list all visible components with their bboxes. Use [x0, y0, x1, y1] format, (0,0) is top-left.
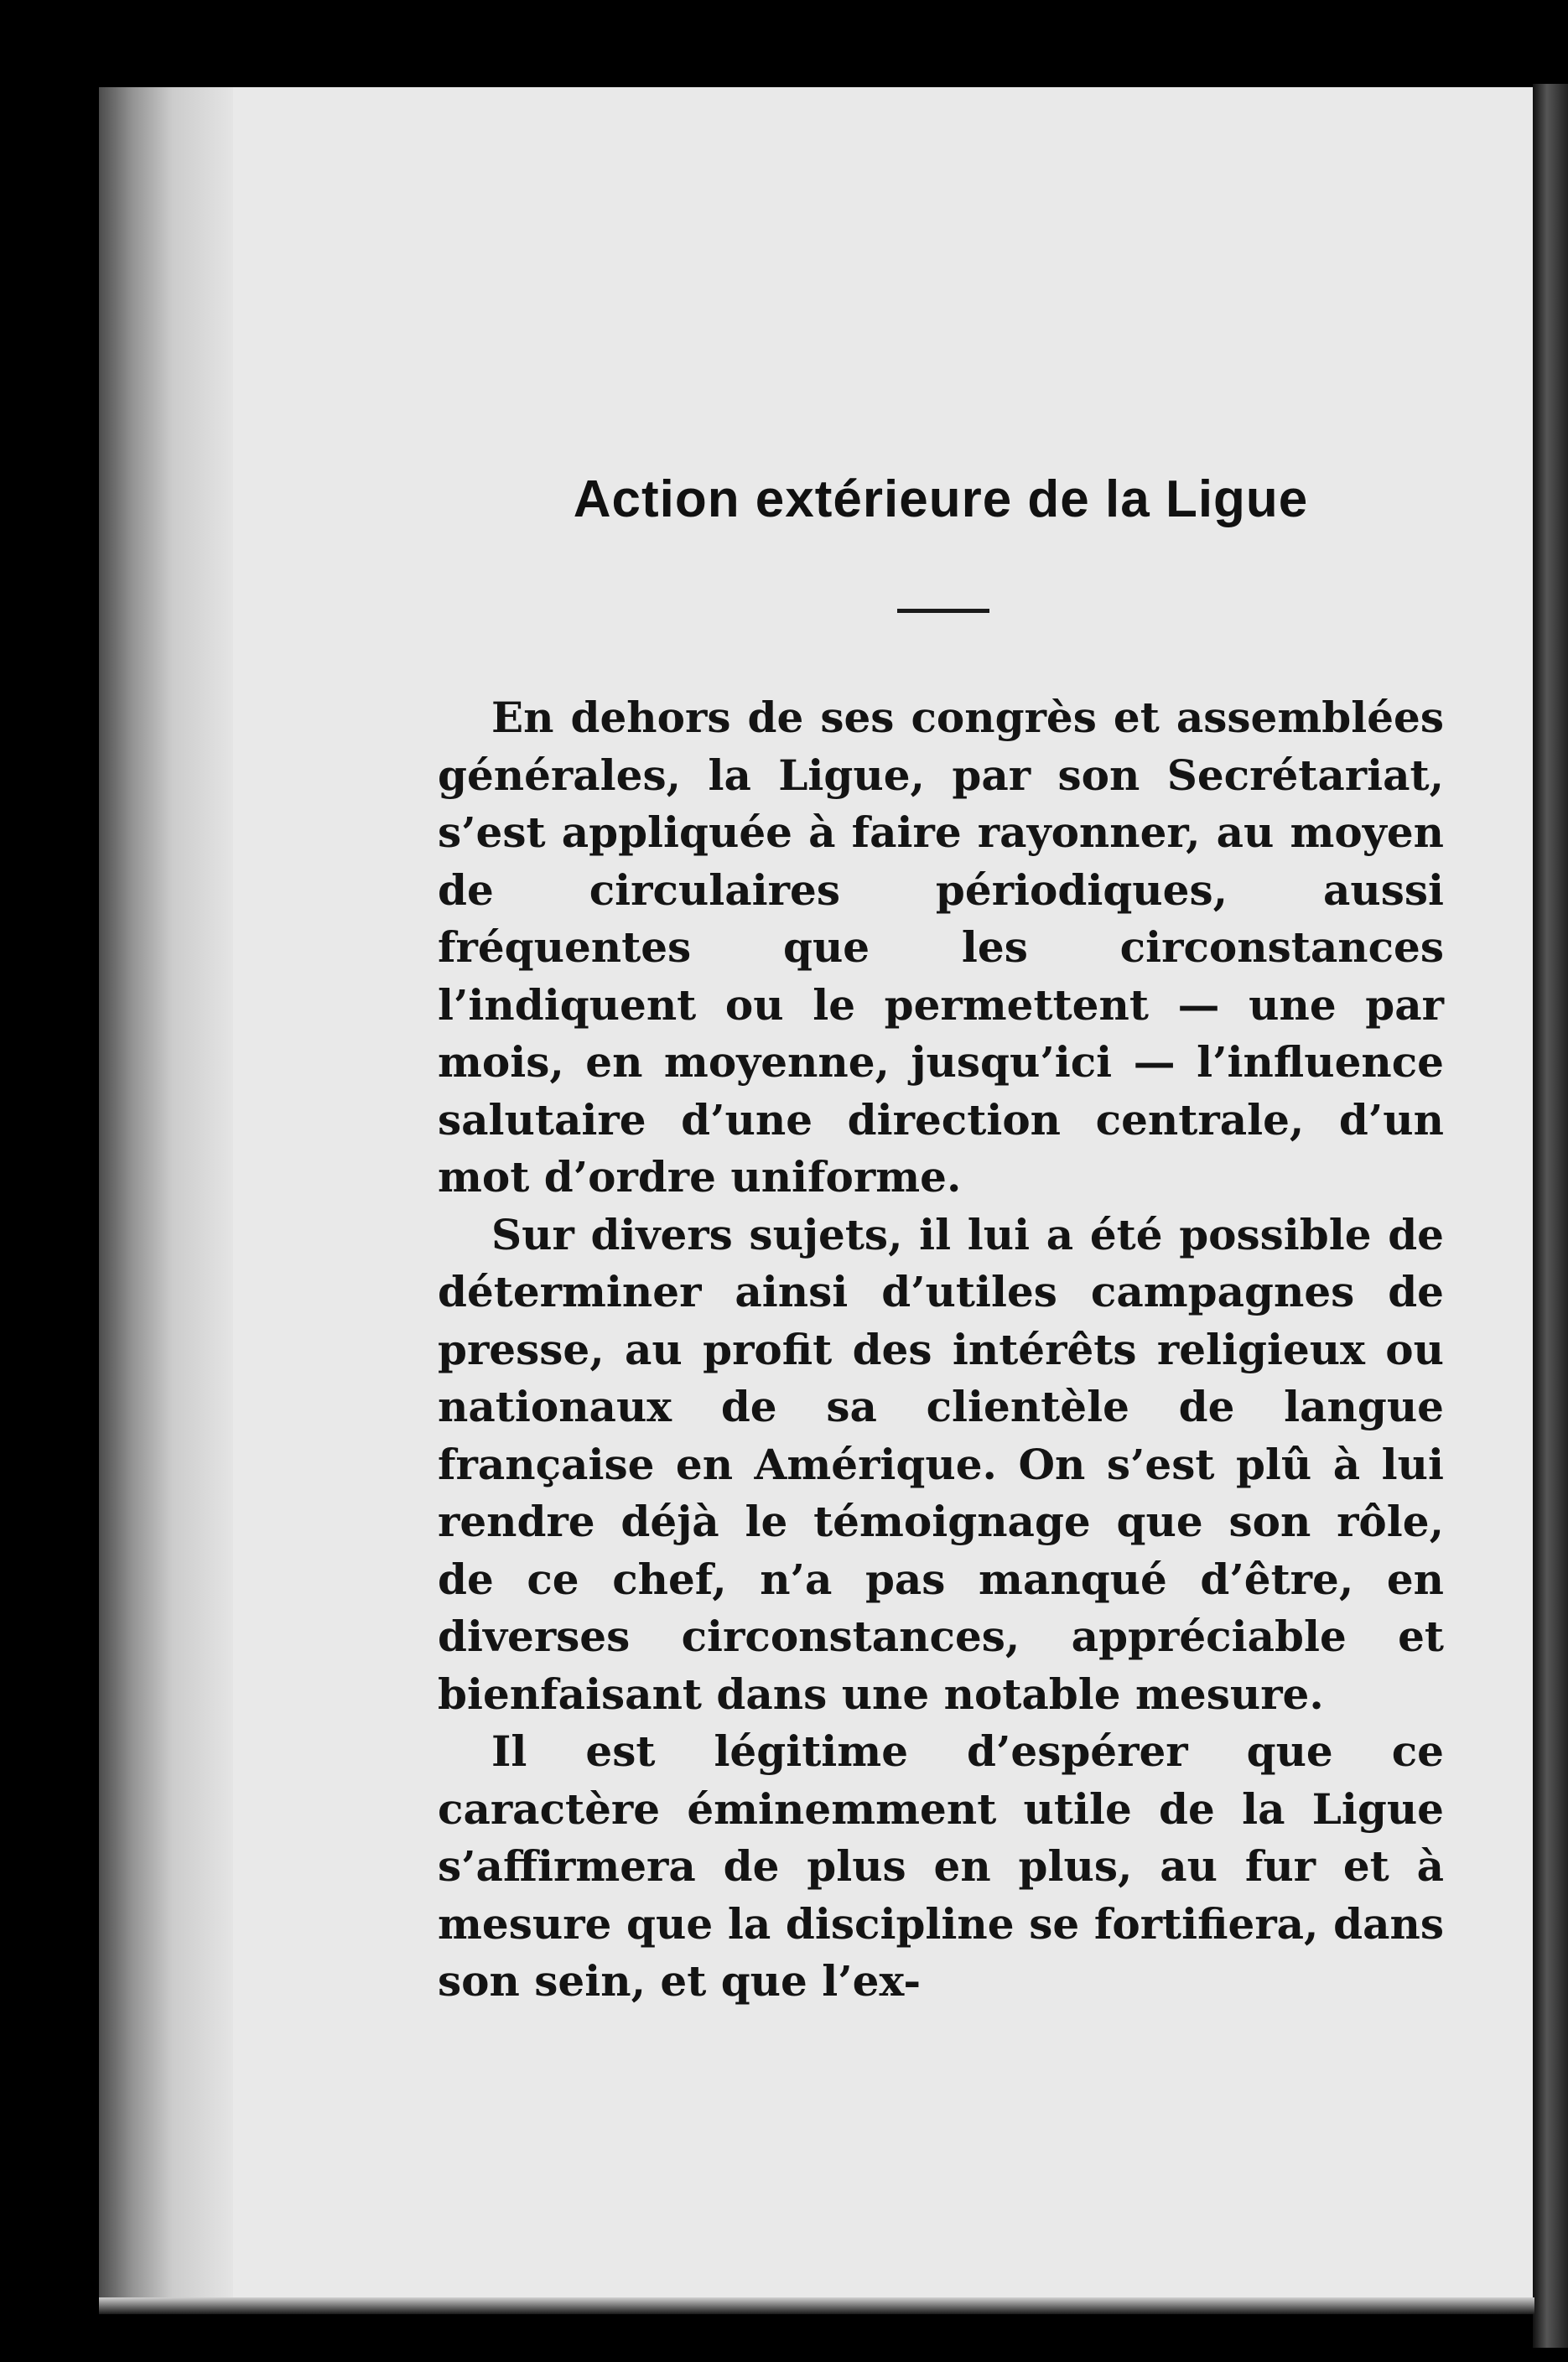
title-divider — [897, 609, 989, 613]
paragraph-3: Il est légitime d’espérer que ce caractère éminemment utile de la Ligue s’affirmera de plus en plus, au fur et à mesure que la discipline se fortifiera, dans son sein, et que l’ex- — [438, 1726, 1444, 2006]
body-text — [438, 689, 1444, 2011]
section-title: Action extérieure de la Ligue — [573, 470, 1309, 528]
paragraph-1: En dehors de ses congrès et assemblées générales, la Ligue, par son Secrétariat, s’est appliquée à faire rayonner, au moyen de circulaires périodiques, aussi fréquentes que les circonstances l’indiquent ou le permettent — une par mois, en moyenne, jusqu’ici — l’influence salutaire d’une direction centrale, d’un mot d’ordre uniforme. — [438, 693, 1444, 1202]
paragraph-2: Sur divers sujets, il lui a été possible de déterminer ainsi d’utiles campagnes de presse, au profit des intérêts religieux ou nationaux de sa clientèle de langue française en Amérique. On s’est plû à lui rendre déjà le témoignage que son rôle, de ce chef, n’a pas manqué d’être, en diverses circonstances, appréciable et bienfaisant dans une notable mesure. — [438, 1209, 1444, 1719]
page-right-edge — [1533, 84, 1568, 2348]
page-bottom-edge — [99, 2297, 1534, 2314]
page-gutter-shadow — [99, 87, 233, 2313]
